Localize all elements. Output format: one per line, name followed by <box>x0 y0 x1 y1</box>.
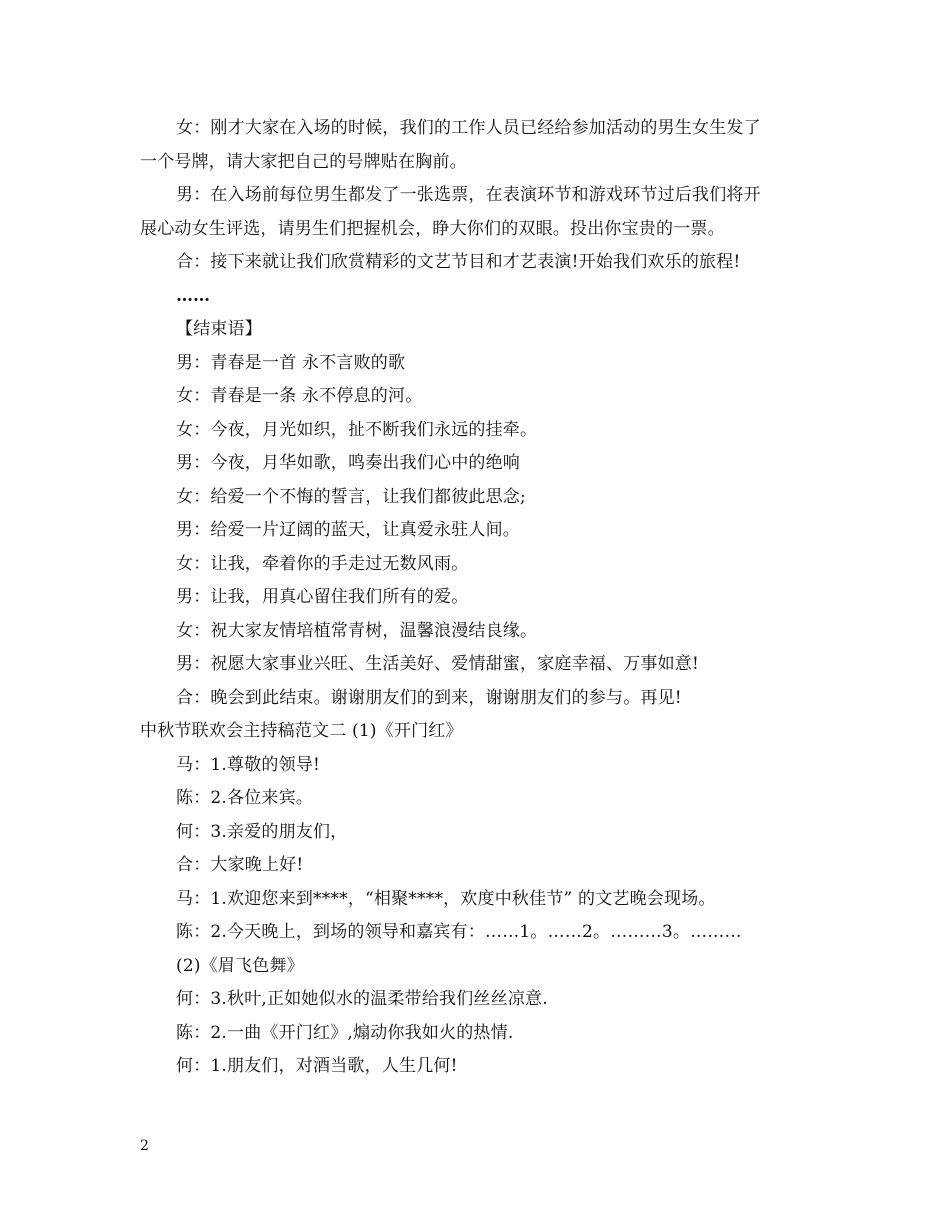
text-line: 男：在入场前每位男生都发了一张选票，在表演环节和游戏环节过后我们将开 <box>176 185 761 205</box>
text-line: 陈：2.今天晚上，到场的领导和嘉宾有：……1。……2。………3。……… <box>176 922 742 942</box>
text-line: 男：祝愿大家事业兴旺、生活美好、爱情甜蜜，家庭幸福、万事如意! <box>176 654 700 674</box>
text-line: 女：刚才大家在入场的时候，我们的工作人员已经给参加活动的男生女生发了 <box>176 118 761 138</box>
text-line: 一个号牌，请大家把自己的号牌贴在胸前。 <box>140 151 467 172</box>
text-line: 女：今夜，月光如织，扯不断我们永远的挂牵。 <box>176 419 538 440</box>
page-number: 2 <box>140 1138 149 1154</box>
text-line: 女：让我，牵着你的手走过无数风雨。 <box>176 553 469 574</box>
text-line: 马：1.尊敬的领导! <box>176 754 321 775</box>
text-line: 女：给爱一个不悔的誓言，让我们都彼此思念; <box>176 486 526 507</box>
text-line: 中秋节联欢会主持稿范文二 (1)《开门红》 <box>140 721 463 741</box>
text-line: 女：祝大家友情培植常青树，温馨浪漫结良缘。 <box>176 620 538 641</box>
text-line: 男：给爱一片辽阔的蓝天，让真爱永驻人间。 <box>176 520 520 540</box>
text-line: 何：3.亲爱的朋友们， <box>176 821 348 842</box>
text-line: 男：让我，用真心留住我们所有的爱。 <box>176 587 469 607</box>
text-line: 何：1.朋友们，对酒当歌，人生几何! <box>176 1056 458 1076</box>
text-line: 女：青春是一条 永不停息的河。 <box>176 386 423 406</box>
text-line: 展心动女生评选，请男生们把握机会，睁大你们的双眼。投出你宝贵的一票。 <box>140 218 725 239</box>
text-line: 【结束语】 <box>176 319 262 339</box>
text-line: 马：1.欢迎您来到****，“相聚****，欢度中秋佳节” 的文艺晚会现场。 <box>176 888 716 909</box>
text-line: 陈：2.一曲《开门红》,煽动你我如火的热情. <box>176 1022 514 1043</box>
text-line: 男：今夜，月华如歌，鸣奏出我们心中的绝响 <box>176 453 520 473</box>
document-body <box>140 112 820 1084</box>
text-line: 合：晚会到此结束。谢谢朋友们的到来，谢谢朋友们的参与。再见! <box>176 687 682 708</box>
text-line: 男：青春是一首 永不言败的歌 <box>176 352 406 373</box>
text-line: 何：3.秋叶,正如她似水的温柔带给我们丝丝凉意. <box>176 989 548 1009</box>
text-line: 陈：2.各位来宾。 <box>176 788 314 808</box>
text-line: …… <box>176 285 210 306</box>
text-line: 合：大家晚上好! <box>176 855 304 875</box>
text-line: 合：接下来就让我们欣赏精彩的文艺节目和才艺表演!开始我们欢乐的旅程! <box>176 252 741 272</box>
text-line: (2)《眉飞色舞》 <box>176 955 304 976</box>
